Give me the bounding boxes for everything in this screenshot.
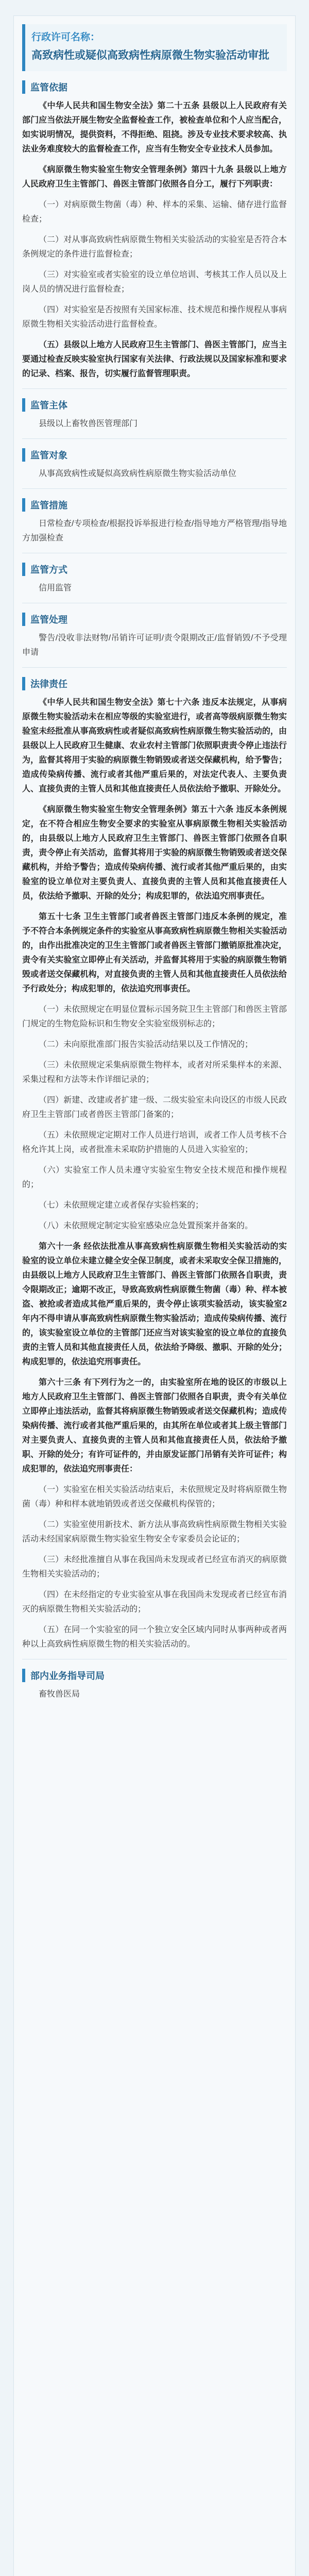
section-header — [22, 498, 287, 512]
section-paragraph: （二）实验室使用新技术、新方法从事高致病性病原微生物相关实验活动未经国家病原微生物实验室生物安全专家委员会论证的； — [22, 1520, 287, 1544]
section-paragraph: 《病原微生物实验室生物安全管理条例》第五十六条 违反本条例规定，在不符合相应生物安全要求的实验室从事病原微生物相关实验活动的，由县级以上地方人民政府卫生主管部门、兽医主管部门依照各自职责，责令停止有关活动，监督其将用于实验的病原微生物销毁或者送交保藏机构，并给予警告；造成传染病传播、流行或者其他严重后果的，由实验室的设立单位对主要负责人、直接负责的主管人员和其他直接责任人员，依法给予撤职、开除的处分；构成犯罪的，依法追究刑事责任。 — [22, 805, 287, 901]
section-label: 监管主体 — [30, 400, 67, 411]
section-header — [22, 613, 287, 626]
section-header — [22, 563, 287, 576]
section-paragraph: 第六十三条 有下列行为之一的，由实验室所在地的设区的市级以上地方人民政府卫生主管部门、兽医主管部门依照各自职责，责令有关单位立即停止违法活动，监督其将病原微生物销毁或者送交保藏机构；造成传染病传播、流行或者其他严重后果的，由其所在单位或者其上级主管部门对主要负责人、直接负责的主管人员和其他直接责任人员，依法给予撤职、开除的处分；有许可证件的，并由原发证部门吊销有关许可证件；构成犯罪的，依法追究刑事责任： — [22, 1378, 287, 1473]
section-label: 监管依据 — [30, 82, 67, 93]
section-measures — [22, 498, 287, 553]
section-paragraph: 第六十一条 经依法批准从事高致病性病原微生物相关实验活动的实验室的设立单位未建立健全安全保卫制度，或者未采取安全保卫措施的，由县级以上地方人民政府卫生主管部门、兽医主管部门依照各自职责，责令限期改正；逾期不改正，导致高致病性病原微生物菌（毒）种、样本被盗、被抢或者造成其他严重后果的，责令停止该项实验活动，该实验室2年内不得申请从事高致病性病原微生物实验活动；造成传染病传播、流行的，该实验室设立单位的主管部门还应当对该实验室的设立单位的直接负责的主管人员和其他直接责任人员，依法给予降级、撤职、开除的处分；构成犯罪的，依法追究刑事责任。 — [22, 1242, 287, 1366]
section-paragraph: （五）未依照规定定期对工作人员进行培训，或者工作人员考核不合格允许其上岗，或者批准未采取防护措施的人员进入实验室的； — [22, 1131, 287, 1154]
section-accent-bar — [22, 448, 25, 462]
section-paragraph: 《中华人民共和国生物安全法》第二十五条 县级以上人民政府有关部门应当依法开展生物安全监督检查工作，被检查单位和个人应当配合，如实说明情况，提供资料，不得拒绝、阻挠。涉及专业技术要求较高、执法业务难度较大的监督检查工作，应当有生物安全专业技术人员参加。 — [22, 101, 287, 154]
section-paragraph: （一）实验室在相关实验活动结束后，未依照规定及时将病原微生物菌（毒）种和样本就地销毁或者送交保藏机构保管的； — [22, 1485, 287, 1509]
section-paragraph: 《病原微生物实验室生物安全管理条例》第四十九条 县级以上地方人民政府卫生主管部门、兽医主管部门依照各自分工，履行下列职责： — [22, 165, 287, 189]
sections-container — [14, 80, 295, 1702]
section-accent-bar — [22, 563, 25, 576]
section-divider — [22, 488, 287, 489]
section-divider — [22, 667, 287, 668]
section-accent-bar — [22, 398, 25, 412]
section-paragraph: 信用监管 — [39, 584, 72, 592]
section-paragraph: 日常检查/专项检查/根据投诉举报进行检查/指导地方严格管理/指导地方加强检查 — [22, 519, 287, 543]
section-object — [22, 448, 287, 489]
page-title: 高致病性或疑似高致病性病原微生物实验活动审批 — [31, 49, 269, 61]
section-label: 监管对象 — [30, 450, 67, 461]
title-label: 行政许可名称： — [31, 32, 100, 43]
section-label: 监管处理 — [30, 615, 67, 625]
section-accent-bar — [22, 498, 25, 512]
section-accent-bar — [22, 80, 25, 94]
section-paragraph: （二）未向原批准部门报告实验活动结果以及工作情况的； — [39, 1040, 253, 1049]
section-department — [22, 1669, 287, 1702]
section-paragraph: （二）对从事高致病性病原微生物相关实验活动的实验室是否符合本条例规定的条件进行监督检查； — [22, 235, 287, 259]
section-paragraph: （五）在同一个实验室的同一个独立安全区域内同时从事两种或者两种以上高致病性病原微生物的相关实验活动的。 — [22, 1625, 287, 1649]
section-paragraph: （四）对实验室是否按照有关国家标准、技术规范和操作规程从事病原微生物相关实验活动进行监督检查。 — [22, 306, 287, 329]
section-subject — [22, 398, 287, 439]
section-label: 部内业务指导司局 — [30, 1671, 105, 1681]
section-handling — [22, 613, 287, 668]
section-paragraph: （七）未依照规定建立或者保存实验档案的； — [39, 1201, 204, 1210]
section-paragraph: （六）实验室工作人员未遵守实验室生物安全技术规范和操作规程的； — [22, 1166, 287, 1189]
section-header — [22, 677, 287, 690]
section-paragraph: （四）在未经指定的专业实验室从事在我国尚未发现或者已经宣布消灭的病原微生物相关实验活动的； — [22, 1590, 287, 1614]
section-header — [22, 1669, 287, 1682]
section-basis — [22, 80, 287, 389]
section-paragraph: （八）未依照规定制定实验室感染应急处置预案并备案的。 — [39, 1222, 253, 1230]
section-paragraph: （一）对病原微生物菌（毒）种、样本的采集、运输、储存进行监督检查； — [22, 200, 287, 224]
section-label: 法律责任 — [30, 679, 67, 689]
section-penalty — [22, 677, 287, 1659]
section-divider — [22, 438, 287, 439]
title-box — [22, 24, 287, 71]
title-line — [31, 29, 281, 43]
section-header — [22, 80, 287, 94]
section-paragraph: 县级以上畜牧兽医管理部门 — [39, 419, 138, 428]
section-header — [22, 398, 287, 412]
section-paragraph: （一）未依照规定在明显位置标示国务院卫生主管部门和兽医主管部门规定的生物危险标识和生物安全实验室级别标志的； — [22, 1005, 287, 1028]
section-label: 监管措施 — [30, 500, 67, 511]
section-paragraph: （三）对实验室或者实验室的设立单位培训、考核其工作人员以及上岗人员的情况进行监督检查； — [22, 270, 287, 294]
section-paragraph: （三）未依照规定采集病原微生物样本，或者对所采集样本的来源、采集过程和方法等未作详细记录的； — [22, 1061, 287, 1084]
section-paragraph: （四）新建、改建或者扩建一级、二级实验室未向设区的市级人民政府卫生主管部门或者兽医主管部门备案的； — [22, 1096, 287, 1119]
section-paragraph: 畜牧兽医局 — [39, 1690, 80, 1699]
section-header — [22, 448, 287, 462]
section-paragraph: 《中华人民共和国生物安全法》第七十六条 违反本法规定，从事病原微生物实验活动未在相应等级的实验室进行，或者高等级病原微生物实验室未经批准从事高致病性或者疑似高致病性病原微生物实验活动的，由县级以上人民政府卫生健康、农业农村主管部门依照职责责令停止违法行为，监督其将用于实验的病原微生物销毁或者送交保藏机构，给予警告；造成传染病传播、流行或者其他严重后果的，对法定代表人、主要负责人、直接负责的主管人员和其他直接责任人员依法给予撤职、开除处分。 — [22, 698, 287, 793]
section-paragraph: 第五十七条 卫生主管部门或者兽医主管部门违反本条例的规定，准予不符合本条例规定条件的实验室从事高致病性病原微生物相关实验活动的，由作出批准决定的卫生主管部门或者兽医主管部门撤销原批准决定，责令有关实验室立即停止有关活动，并监督其将用于实验的病原微生物销毁或者送交保藏机构，对直接负责的主管人员和其他直接责任人员依法给予行政处分；构成犯罪的，依法追究刑事责任。 — [22, 912, 287, 993]
section-accent-bar — [22, 677, 25, 690]
section-paragraph: 警告/没收非法财物/吊销许可证明/责令限期改正/监督销毁/不予受理申请 — [22, 634, 287, 657]
section-accent-bar — [22, 613, 25, 626]
section-method — [22, 563, 287, 603]
section-paragraph: （五）县级以上地方人民政府卫生主管部门、兽医主管部门，应当主要通过检查反映实验室执行国家有关法律、行政法规以及国家标准和要求的记录、档案、报告，切实履行监督管理职责。 — [22, 341, 287, 378]
section-divider — [22, 388, 287, 389]
content-frame — [13, 15, 296, 2576]
section-label: 监管方式 — [30, 565, 67, 575]
section-paragraph: 从事高致病性或疑似高致病性病原微生物实验活动单位 — [39, 469, 237, 478]
section-accent-bar — [22, 1669, 25, 1682]
section-paragraph: （三）未经批准擅自从事在我国尚未发现或者已经宣布消灭的病原微生物相关实验活动的； — [22, 1555, 287, 1579]
